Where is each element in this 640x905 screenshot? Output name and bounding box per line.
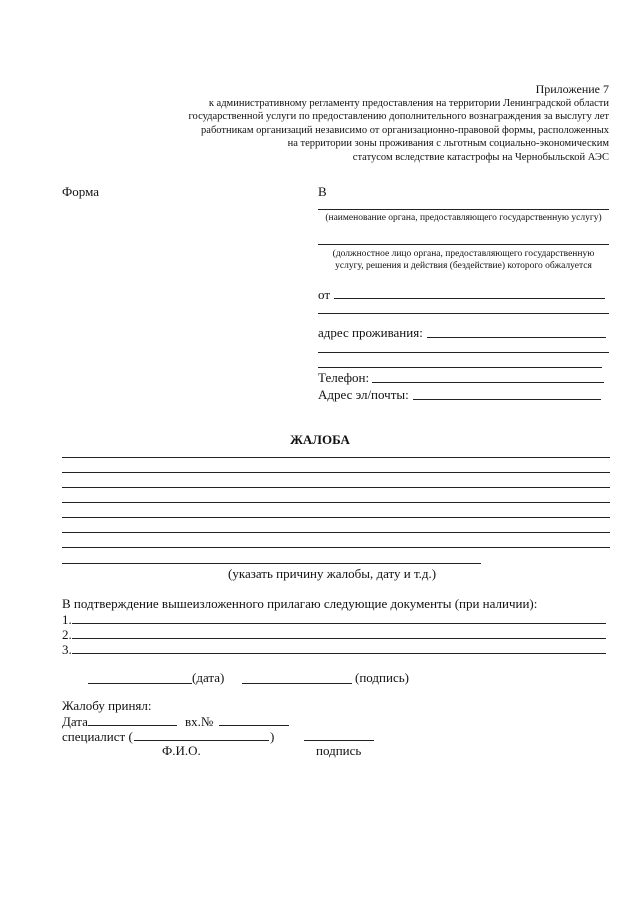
attachment-line[interactable] <box>72 653 606 654</box>
appendix-number: Приложение 7 <box>535 82 609 96</box>
official-line[interactable] <box>318 244 609 245</box>
attachments-intro: В подтверждение вышеизложенного прилагаю следующие документы (при наличии): <box>62 596 538 611</box>
complaint-line[interactable] <box>62 457 610 458</box>
phone-label: Телефон: <box>318 370 370 385</box>
appendix-line: государственной услуги по предоставлению дополнительного вознаграждения за выслугу лет <box>188 111 609 123</box>
complaint-line[interactable] <box>62 472 610 473</box>
attachment-number: 1. <box>62 612 72 627</box>
accepted-date-label: Дата <box>62 714 88 729</box>
incoming-number-line[interactable] <box>219 725 289 726</box>
address-line[interactable] <box>427 337 606 338</box>
phone-line[interactable] <box>372 382 604 383</box>
complaint-line[interactable] <box>62 547 610 548</box>
reason-caption: (указать причину жалобы, дату и т.д.) <box>228 566 437 581</box>
complaint-line[interactable] <box>62 517 610 518</box>
specialist-close: ) <box>270 729 275 744</box>
email-label: Адрес эл/почты: <box>318 387 409 402</box>
appendix-line: статусом вследствие катастрофы на Чернобыльской АЭС <box>352 151 609 163</box>
incoming-number-label: вх.№ <box>185 714 214 729</box>
org-name-line[interactable] <box>318 209 609 210</box>
appendix-line: на территории зоны проживания с льготным социально-экономическим <box>287 138 609 150</box>
specialist-signature-caption: подпись <box>316 743 362 758</box>
document-title: ЖАЛОБА <box>290 432 350 447</box>
attachment-number: 3. <box>62 642 72 657</box>
complaint-line[interactable] <box>62 532 610 533</box>
appendix-header <box>139 82 609 164</box>
signature-line[interactable] <box>242 683 352 684</box>
from-line[interactable] <box>334 298 605 299</box>
from-label: от <box>318 287 331 302</box>
date-line[interactable] <box>88 683 192 684</box>
org-caption: (наименование органа, предоставляющего государственную услугу) <box>325 213 602 223</box>
specialist-name-line[interactable] <box>134 740 269 741</box>
signature-caption: (подпись) <box>355 670 409 685</box>
complaint-line[interactable] <box>62 502 610 503</box>
specialist-signature-line[interactable] <box>304 740 374 741</box>
specialist-label: специалист ( <box>62 729 133 744</box>
fio-caption: Ф.И.О. <box>162 743 201 758</box>
date-caption: (дата) <box>192 670 225 685</box>
appendix-line: работникам организаций независимо от организационно-правовой формы, расположенных <box>201 124 609 136</box>
form-label: Форма <box>62 184 99 199</box>
complaint-line[interactable] <box>62 487 610 488</box>
accepted-date-line[interactable] <box>88 725 177 726</box>
address-line-3[interactable] <box>318 367 602 368</box>
official-caption-line: (должностное лицо органа, предоставляющего государственную <box>332 249 595 259</box>
address-line-2[interactable] <box>318 352 609 353</box>
official-caption-line: услугу, решения и действия (бездействие) которого обжалуется <box>335 261 592 271</box>
attachment-line[interactable] <box>72 638 606 639</box>
addressee-prefix: В <box>318 184 327 199</box>
from-line-2[interactable] <box>318 313 609 314</box>
address-label: адрес проживания: <box>318 325 423 340</box>
attachment-line[interactable] <box>72 623 606 624</box>
official-caption <box>318 248 609 272</box>
email-line[interactable] <box>413 399 601 400</box>
attachment-number: 2. <box>62 627 72 642</box>
appendix-line: к административному регламенту предоставления на территории Ленинградской области <box>208 98 609 109</box>
accepted-heading: Жалобу принял: <box>62 698 152 713</box>
complaint-line[interactable] <box>62 563 481 564</box>
